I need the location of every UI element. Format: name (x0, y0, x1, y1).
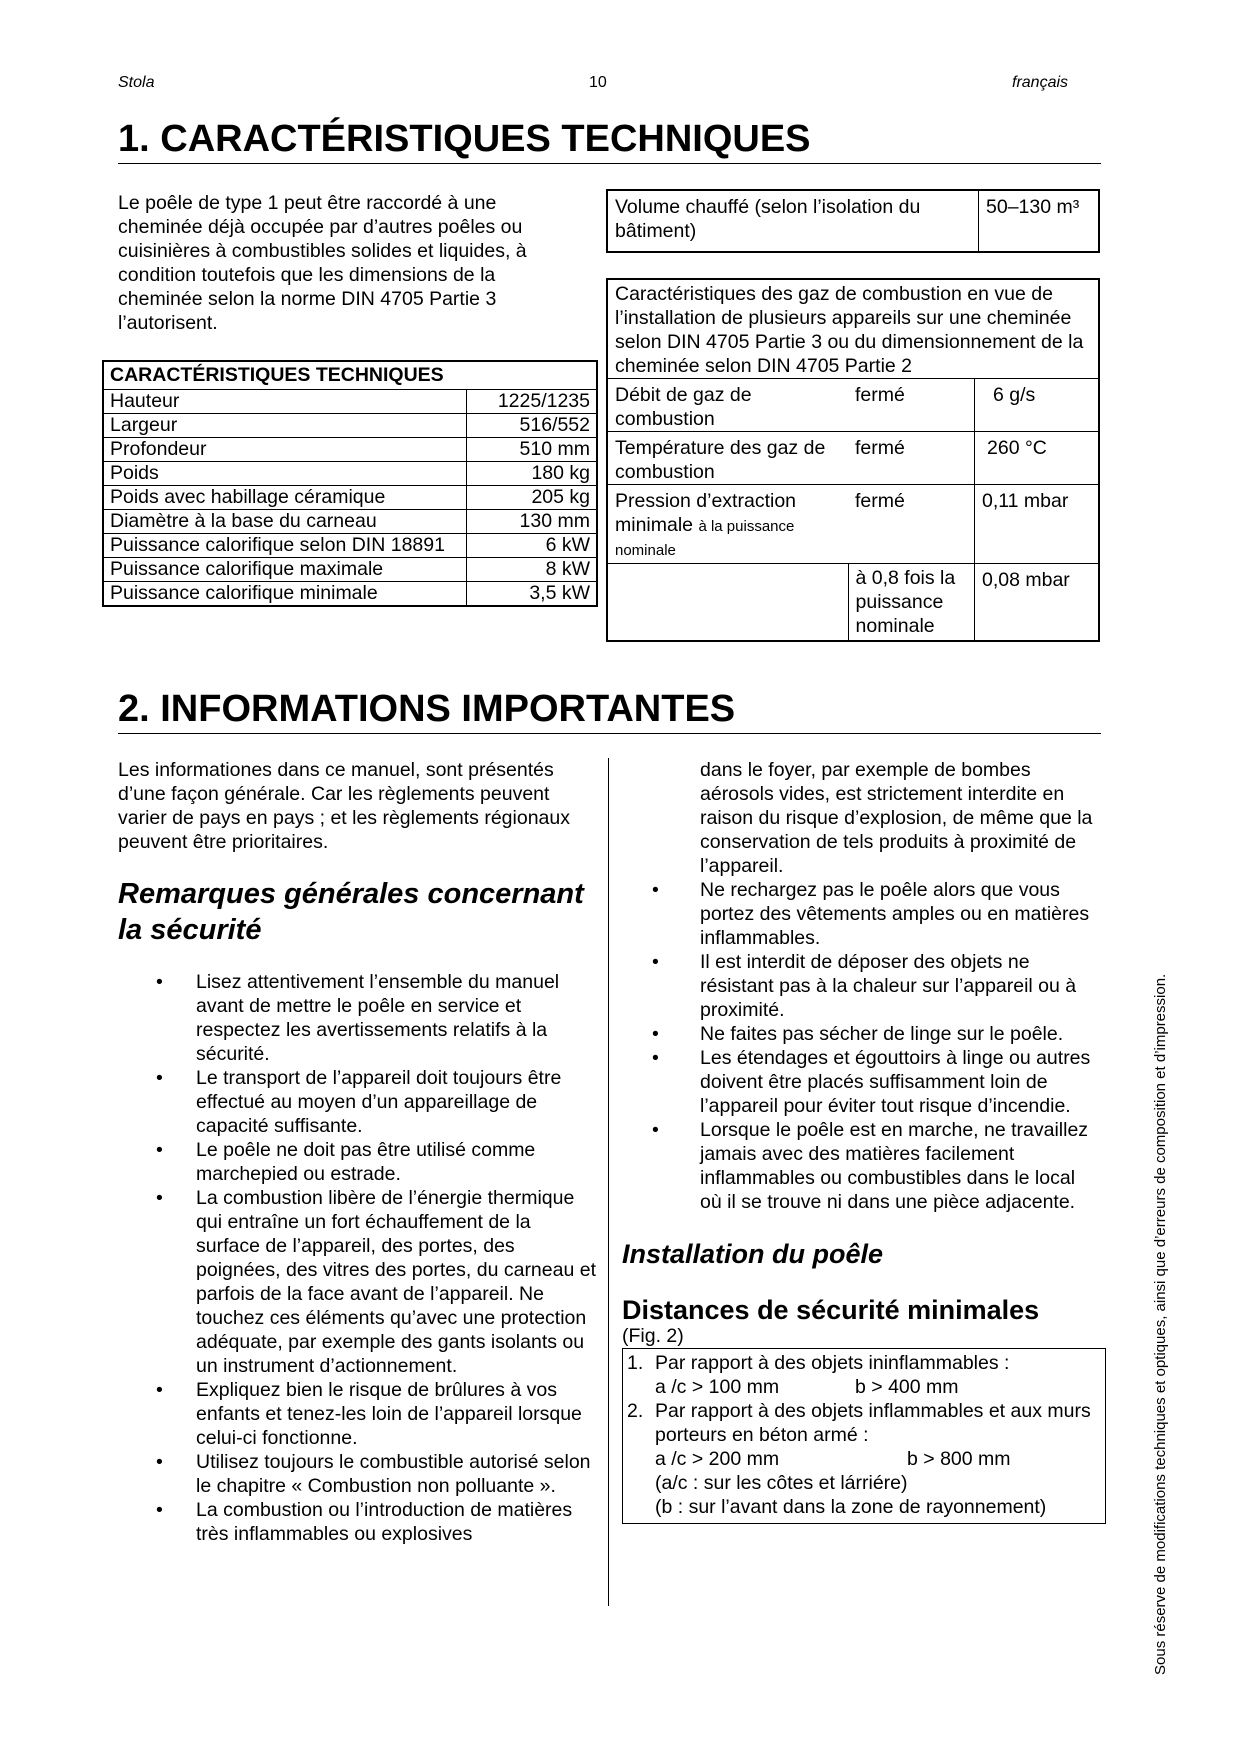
table-row (103, 414, 597, 438)
gas-label-cell (607, 485, 848, 564)
gas-value: 0,08 mbar (975, 564, 1100, 642)
gas-label: Pression d’extraction minimale (615, 490, 797, 536)
list-item: • Le poêle ne doit pas être utilisé comme marchepied ou estrade. (156, 1139, 536, 1185)
left-column (118, 758, 596, 1546)
bullet-continuation: dans le foyer, par exemple de bombes aérosols vides, est strictement interdite en raison du risque d’explosion, de même que la conservation de tels produits à proximité de l’appareil. (700, 759, 1093, 877)
list-item-text: La combustion libère de l’énergie thermique qui entraîne un fort échauffement de la surface de l’appareil, des portes, des poignées, des vitres des portes, du carneau et parfois de la face avant de l’appareil. Ne touchez ces éléments qu’avec une protection adéquate, par exemple des gants isolants ou un instrument d’actionnement. (196, 1187, 596, 1377)
table-row (103, 582, 597, 607)
table-row (103, 534, 597, 558)
section-2-title: 2. INFORMATIONS IMPORTANTES (118, 688, 1101, 734)
spec-label: Largeur (103, 414, 467, 438)
spec-label: Puissance calorifique maximale (103, 558, 467, 582)
table-row (103, 558, 597, 582)
fig-reference: (Fig. 2) (622, 1325, 684, 1347)
table-row (103, 486, 597, 510)
list-item: • La combustion libère de l’énergie thermique qui entraîne un fort échauffement de la surface de l’appareil, des portes, des poignées, des vitres des portes, du carneau et parfois de la face avant de l’appareil. Ne touchez ces éléments qu’avec une protection adéquate, par exemple des gants isolants ou un instrument d’actionnement. (156, 1187, 596, 1377)
item-text: Par rapport à des objets inflammables et aux murs porteurs en béton armé : (655, 1400, 1091, 1446)
flue-gas-table (606, 278, 1100, 642)
list-item: • Expliquez bien le risque de brûlures à vos enfants et tenez-les loin de l’appareil lorsque celui-ci fonctionne. (156, 1379, 582, 1449)
volume-value: 50–130 m³ (986, 196, 1080, 218)
spec-table-header: CARACTÉRISTIQUES TECHNIQUES (103, 361, 597, 390)
spec-value: 516/552 (467, 414, 598, 438)
distances-heading: Distances de sécurité minimales (622, 1295, 1040, 1325)
right-column (622, 758, 1102, 1524)
list-item-text: Il est interdit de déposer des objets ne résistant pas à la chaleur sur l’appareil ou à proximité. (700, 951, 1077, 1021)
page-number: 10 (589, 74, 607, 91)
table-row (607, 485, 1099, 564)
distances-box (622, 1348, 1106, 1524)
spec-value: 205 kg (467, 486, 598, 510)
list-item-text: Ne rechargez pas le poêle alors que vous portez des vêtements amples ou en matières inflammables. (700, 879, 1090, 949)
list-item: • Ne rechargez pas le poêle alors que vous portez des vêtements amples ou en matières inflammables. (652, 879, 1090, 949)
table-row (103, 510, 597, 534)
list-item: • Lorsque le poêle est en marche, ne travaillez jamais avec des matières facilement inflammables ou combustibles dans le local où il se trouve ni dans une pièce adjacente. (652, 1119, 1089, 1213)
spec-value: 6 kW (467, 534, 598, 558)
side-disclaimer: Sous réserve de modifications techniques et optiques, ainsi que d’erreurs de composition et d’impression. (1152, 973, 1169, 1675)
list-item-text: Lisez attentivement l’ensemble du manuel avant de mettre le poêle en service et respectez les avertissements relatifs à la sécurité. (196, 971, 560, 1065)
gas-label: Température des gaz de combustion (607, 432, 848, 485)
safety-list-right (622, 878, 1102, 1214)
item-number: 1. (627, 1352, 644, 1374)
list-item: • Il est interdit de déposer des objets ne résistant pas à la chaleur sur l’appareil ou à proximité. (652, 951, 1077, 1021)
gas-condition: fermé (848, 432, 975, 485)
distance-b: b > 400 mm (855, 1376, 959, 1398)
spec-label: Puissance calorifique selon DIN 18891 (103, 534, 467, 558)
spec-value: 1225/1235 (467, 390, 598, 414)
table-row (607, 432, 1099, 485)
installation-heading: Installation du poêle (622, 1239, 884, 1269)
section-2-intro: Les informationes dans ce manuel, sont présentés d’une façon générale. Car les règlements peuvent varier de pays en pays ; et les règlements régionaux peuvent être prioritaires. (118, 759, 570, 853)
section-1-title: 1. CARACTÉRISTIQUES TECHNIQUES (118, 118, 1101, 164)
gas-label-note: à la puissance nominale (615, 518, 795, 559)
flue-gas-header: Caractéristiques des gaz de combustion en vue de l’installation de plusieurs appareils sur une cheminée selon DIN 4705 Partie 3 ou du dimensionnement de la cheminée selon DIN 4705 Partie 2 (607, 279, 1099, 379)
list-item-text: Expliquez bien le risque de brûlures à vos enfants et tenez-les loin de l’appareil lorsque celui-ci fonctionne. (196, 1379, 582, 1449)
distance-note: (b : sur l’avant dans la zone de rayonnement) (655, 1496, 1047, 1518)
spec-table (102, 360, 598, 607)
gas-value: 0,11 mbar (975, 485, 1100, 564)
table-row (103, 390, 597, 414)
distance-values-2 (627, 1447, 1101, 1471)
spec-label: Profondeur (103, 438, 467, 462)
header-language: français (1012, 74, 1069, 91)
distance-values-1 (627, 1375, 1101, 1399)
gas-value: 6 g/s (975, 379, 1100, 432)
item-text: Par rapport à des objets ininflammables : (655, 1352, 1010, 1374)
list-item: • Utilisez toujours le combustible autorisé selon le chapitre « Combustion non polluante ». (156, 1451, 591, 1497)
spec-label: Poids (103, 462, 467, 486)
volume-table (606, 189, 1100, 253)
distance-item-1 (627, 1351, 1101, 1375)
safety-heading: Remarques générales concernant la sécurité (118, 878, 584, 946)
spec-value: 510 mm (467, 438, 598, 462)
item-number: 2. (627, 1400, 644, 1422)
gas-condition: à 0,8 fois la puissance nominale (848, 564, 975, 642)
gas-value: 260 °C (975, 432, 1100, 485)
spec-value: 180 kg (467, 462, 598, 486)
list-item-text: Lorsque le poêle est en marche, ne travaillez jamais avec des matières facilement inflammables ou combustibles dans le local où il se trouve ni dans une pièce adjacente. (700, 1119, 1089, 1213)
list-item-text: Utilisez toujours le combustible autorisé selon le chapitre « Combustion non polluante ». (196, 1451, 591, 1497)
volume-label: Volume chauffé (selon l’isolation du bâtiment) (607, 190, 979, 252)
spec-label: Poids avec habillage céramique (103, 486, 467, 510)
list-item: • La combustion ou l’introduction de matières très inflammables ou explosives (156, 1499, 573, 1545)
list-item-text: Le poêle ne doit pas être utilisé comme marchepied ou estrade. (196, 1139, 536, 1185)
gas-label: Débit de gaz de combustion (607, 379, 848, 432)
distance-ac: a /c > 100 mm (655, 1376, 780, 1398)
distance-ac: a /c > 200 mm (655, 1448, 780, 1470)
column-divider (608, 758, 609, 1606)
table-row (103, 438, 597, 462)
gas-condition: fermé (848, 485, 975, 564)
spec-label: Hauteur (103, 390, 467, 414)
list-item: • Le transport de l’appareil doit toujours être effectué au moyen d’un appareillage de capacité suffisante. (156, 1067, 562, 1137)
table-row (607, 564, 1099, 642)
list-item-text: La combustion ou l’introduction de matières très inflammables ou explosives (196, 1499, 573, 1545)
table-row (103, 462, 597, 486)
table-row (607, 379, 1099, 432)
spec-label: Puissance calorifique minimale (103, 582, 467, 607)
spec-label: Diamètre à la base du carneau (103, 510, 467, 534)
list-item-text: Ne faites pas sécher de linge sur le poêle. (700, 1023, 1064, 1045)
list-item-text: Le transport de l’appareil doit toujours être effectué au moyen d’un appareillage de capacité suffisante. (196, 1067, 562, 1137)
safety-list-left (118, 970, 596, 1546)
spec-value: 8 kW (467, 558, 598, 582)
gas-label-empty (607, 564, 848, 642)
distance-item-2 (627, 1399, 1101, 1447)
distance-b: b > 800 mm (907, 1448, 1011, 1470)
spec-value: 130 mm (467, 510, 598, 534)
spec-value: 3,5 kW (467, 582, 598, 607)
list-item: • Les étendages et égouttoirs à linge ou autres doivent être placés suffisamment loin de l’appareil pour éviter tout risque d’incendie. (652, 1047, 1091, 1117)
list-item-text: Les étendages et égouttoirs à linge ou autres doivent être placés suffisamment loin de l’appareil pour éviter tout risque d’incendie. (700, 1047, 1091, 1117)
list-item: • Ne faites pas sécher de linge sur le poêle. (652, 1023, 1064, 1045)
section-1-intro: Le poêle de type 1 peut être raccordé à une cheminée déjà occupée par d’autres poêles ou cuisinières à combustibles solides et liquides, à condition toutefois que les dimensions de la cheminée selon la norme DIN 4705 Partie 3 l’autorisent. (118, 192, 527, 334)
distance-note: (a/c : sur les côtes et lárriére) (655, 1472, 908, 1494)
gas-condition: fermé (848, 379, 975, 432)
header-brand: Stola (118, 74, 155, 91)
list-item: • Lisez attentivement l’ensemble du manuel avant de mettre le poêle en service et respectez les avertissements relatifs à la sécurité. (156, 971, 560, 1065)
